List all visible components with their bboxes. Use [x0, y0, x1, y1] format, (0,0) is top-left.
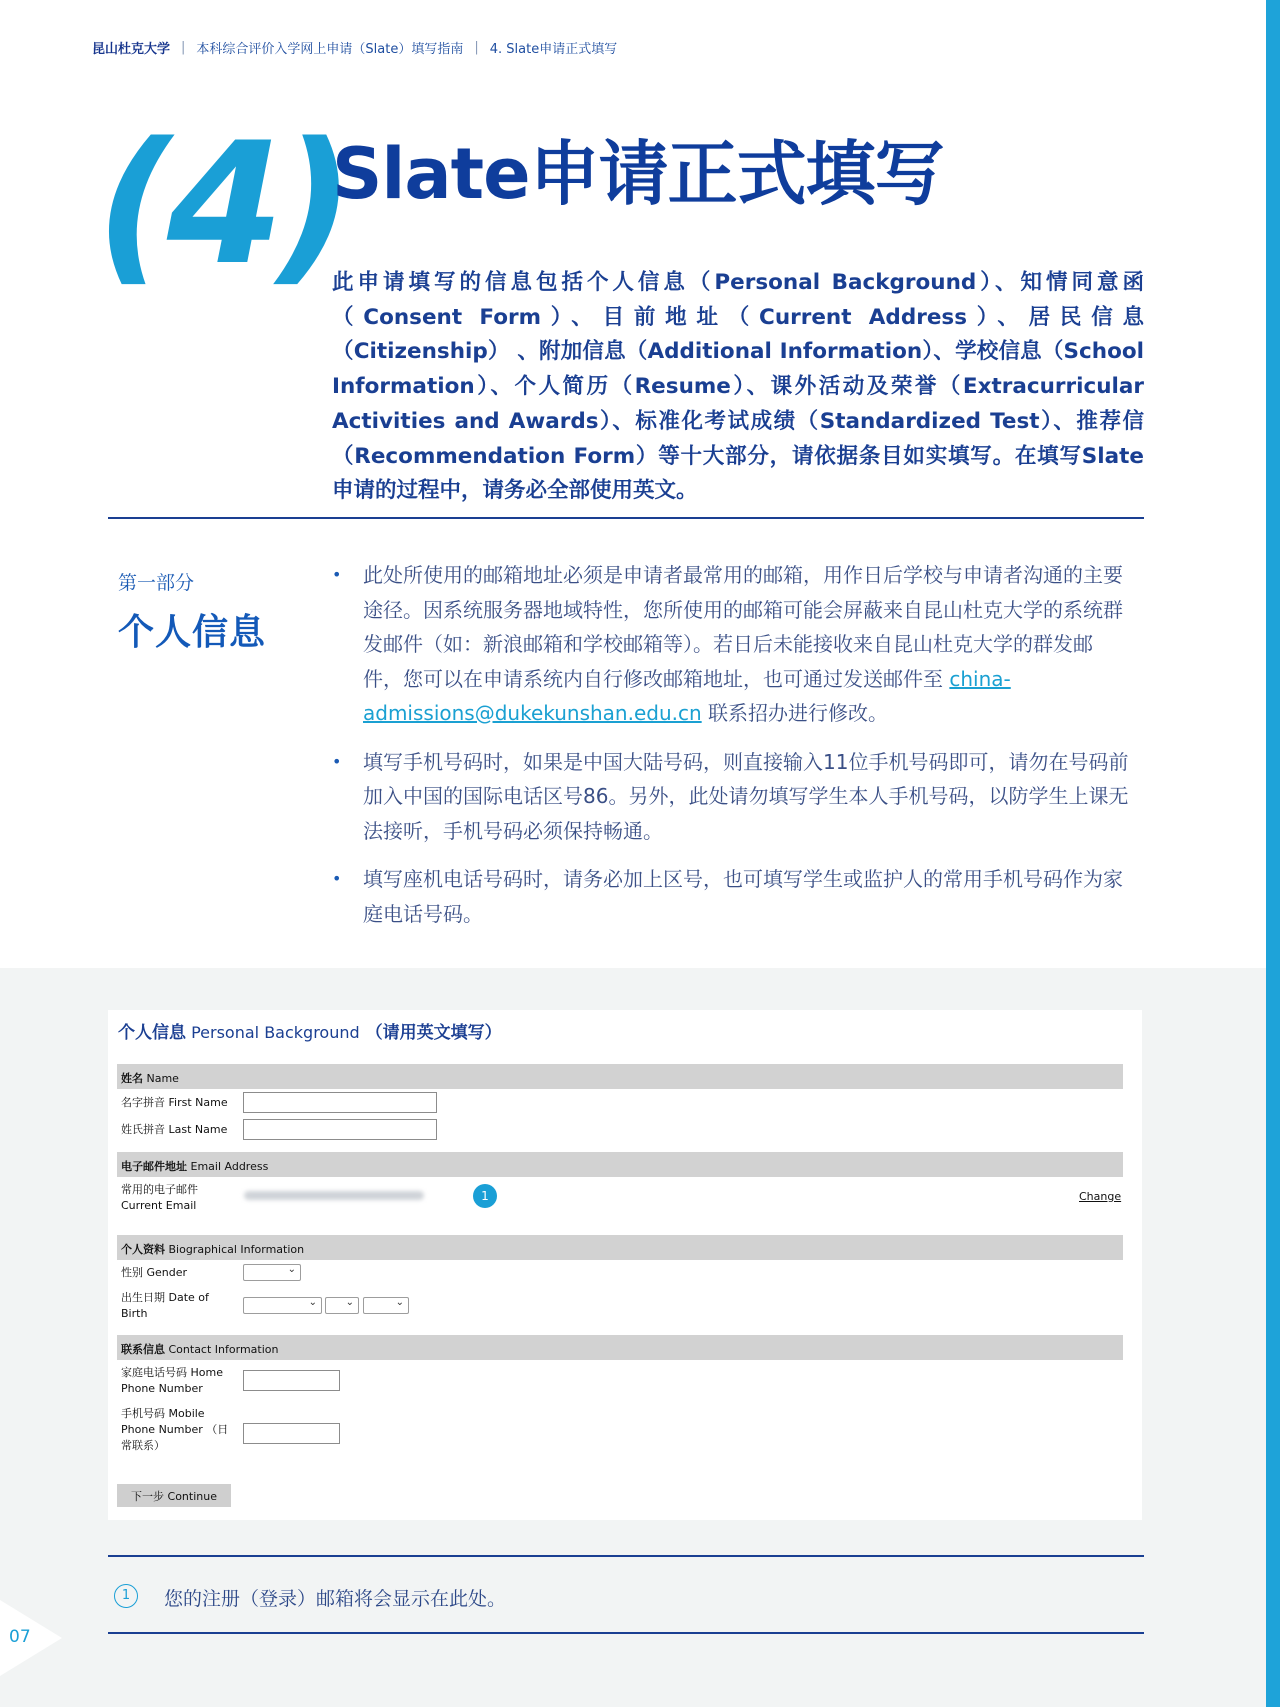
dob-day-select[interactable]: [325, 1297, 359, 1314]
dob-label-line2: Birth: [121, 1307, 148, 1320]
home-phone-label-line2: Phone Number: [121, 1382, 203, 1395]
mobile-phone-label: [121, 1406, 228, 1454]
form-section-contact: [117, 1335, 1123, 1360]
form-section-bio-en: Biographical Information: [165, 1243, 305, 1256]
breadcrumb-org: 昆山杜克大学: [92, 42, 171, 57]
form-title-note: （请用英文填写）: [365, 1023, 502, 1043]
current-email-value-blurred: [244, 1191, 424, 1200]
gender-label: 性别 Gender: [121, 1266, 188, 1279]
chapter-number-open-paren: (: [96, 106, 167, 302]
form-title-cn: 个人信息: [118, 1023, 186, 1043]
chapter-number-digit: 4: [166, 106, 278, 302]
first-name-input[interactable]: [243, 1092, 437, 1113]
form-section-email-cn: 电子邮件地址: [121, 1160, 187, 1173]
change-email-link[interactable]: Change: [1079, 1190, 1122, 1203]
guideline-item-landline: • 填写座机电话号码时，请务必加上区号，也可填写学生或监护人的常用手机号码作为家庭电话号码。: [330, 862, 1130, 931]
right-edge-accent-bar: [1266, 0, 1280, 1707]
guideline-email-text: 此处所使用的邮箱地址必须是申请者最常用的邮箱，用作日后学校与申请者沟通的主要途径。因系统服务器地域特性，您所使用的邮箱可能会屏蔽来自昆山杜克大学的系统群发邮件（如：新浪邮箱和学校邮箱等）。若日后未能接收来自昆山杜克大学的群发邮件，您可以在申请系统内自行修改邮箱地址，也可通过发送邮件至: [363, 563, 1123, 691]
dob-label: [121, 1290, 209, 1322]
mobile-phone-label-line2: Phone Number （日: [121, 1423, 229, 1436]
dob-label-line1: 出生日期 Date of: [121, 1291, 209, 1304]
divider-footnote-bottom: [108, 1632, 1144, 1634]
form-section-bio-cn: 个人资料: [121, 1243, 165, 1256]
intro-paragraph: 此申请填写的信息包括个人信息（Personal Background）、知情同意函（Consent Form）、目前地址（Current Address）、居民信息（Citizenship） 、附加信息（Additional Information）、学校信息（School Information）、个人简历（Resume）、课外活动及荣誉（Extracurricular Activities and Awards）、标准化考试成绩（Standardized Test）、推荐信（Recommendation Form）等十大部分，请依据条目如实填写。在填写Slate申请的过程中，请务必全部使用英文。: [332, 270, 1144, 504]
chapter-number: [96, 106, 349, 302]
home-phone-label: [121, 1365, 223, 1397]
chapter-number-close-paren: ): [277, 106, 349, 302]
breadcrumb: [92, 38, 617, 57]
gender-select[interactable]: [243, 1264, 301, 1281]
dob-year-select[interactable]: [363, 1297, 409, 1314]
form-section-name-cn: 姓名: [121, 1072, 143, 1085]
form-section-contact-cn: 联系信息: [121, 1343, 165, 1356]
admissions-email-link[interactable]: china-admissions@dukekunshan.edu.cn: [363, 666, 1011, 725]
dob-month-select[interactable]: [243, 1297, 322, 1314]
current-email-label-en: Current Email: [121, 1199, 197, 1212]
form-section-contact-en: Contact Information: [165, 1343, 279, 1356]
chevron-down-icon: ⌄: [287, 1264, 296, 1275]
divider-footnote-top: [108, 1555, 1144, 1557]
page-number: 07: [9, 1627, 31, 1647]
current-email-label: [121, 1182, 198, 1214]
form-section-name-en: Name: [143, 1072, 179, 1085]
form-section-name: [117, 1064, 1123, 1089]
footnote-text: 您的注册（登录）邮箱将会显示在此处。: [164, 1588, 507, 1610]
form-title: [118, 1018, 502, 1043]
mobile-phone-label-line1: 手机号码 Mobile: [121, 1407, 205, 1420]
guideline-item-mobile: • 填写手机号码时，如果是中国大陆号码，则直接输入11位手机号码即可，请勿在号码前加入中国的国际电话区号86。另外，此处请勿填写学生本人手机号码，以防学生上课无法接听，手机号码必须保持畅通。: [330, 745, 1130, 849]
guideline-item-email: [330, 558, 1130, 731]
breadcrumb-separator: |: [181, 40, 186, 55]
page-title: Slate申请正式填写: [332, 133, 944, 215]
last-name-input[interactable]: [243, 1119, 437, 1140]
section-label: 第一部分: [118, 572, 195, 594]
home-phone-label-line1: 家庭电话号码 Home: [121, 1366, 223, 1379]
guideline-list: [330, 558, 1130, 945]
form-section-email-en: Email Address: [187, 1160, 269, 1173]
current-email-label-cn: 常用的电子邮件: [121, 1183, 198, 1196]
mobile-phone-input[interactable]: [243, 1423, 340, 1444]
form-section-bio: [117, 1235, 1123, 1260]
continue-button[interactable]: 下一步 Continue: [117, 1484, 231, 1507]
form-section-email: [117, 1152, 1123, 1177]
divider-top: [108, 517, 1144, 519]
form-title-en: Personal Background: [186, 1023, 360, 1042]
guideline-email-text-end: 联系招办进行修改。: [701, 701, 889, 725]
footnote-number-badge: 1: [114, 1584, 138, 1608]
home-phone-input[interactable]: [243, 1370, 340, 1391]
first-name-label: 名字拼音 First Name: [121, 1096, 228, 1109]
mobile-phone-label-line3: 常联系）: [121, 1439, 165, 1452]
chevron-down-icon: ⌄: [395, 1297, 404, 1308]
breadcrumb-guide: 本科综合评价入学网上申请（Slate）填写指南: [196, 42, 464, 57]
breadcrumb-separator: |: [474, 40, 479, 55]
last-name-label: 姓氏拼音 Last Name: [121, 1123, 228, 1136]
callout-badge: 1: [473, 1184, 497, 1208]
chevron-down-icon: ⌄: [308, 1297, 317, 1308]
breadcrumb-chapter: 4. Slate申请正式填写: [489, 42, 618, 57]
section-title: 个人信息: [118, 612, 267, 653]
chevron-down-icon: ⌄: [345, 1297, 354, 1308]
